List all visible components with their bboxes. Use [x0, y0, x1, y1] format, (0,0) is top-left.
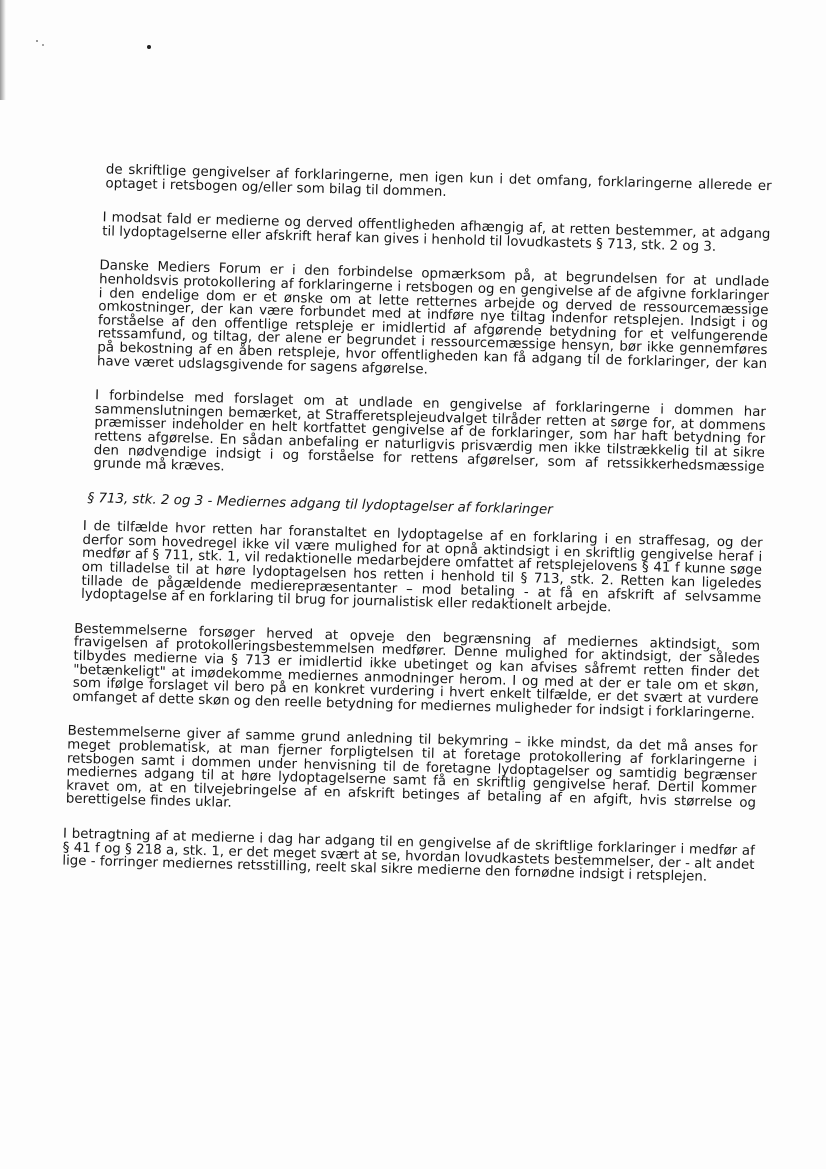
scan-edge-shadow	[0, 0, 6, 100]
paragraph: I betragtning af at medierne i dag har adgang til en gengivelse af de skriftlige forklaringer i medfør af § 41 f og § 218 a, stk. 1, er det meget svært at se, hvordan lovudkastets bestemmelser, der - alt andet lige - forringer mediernes retsstilling, reelt skal sikre medierne den fornødne indsigt i retsplejen.	[62, 826, 755, 885]
section-heading: § 713, stk. 2 og 3 - Mediernes adgang til lydoptagelser af forklaringer	[87, 490, 553, 518]
paragraph: de skriftlige gengivelser af forklaringerne, men igen kun i det omfang, forklaringerne allerede er optaget i retsbogen og/eller som bilag til dommen.	[105, 162, 772, 200]
paragraph: I de tilfælde hvor retten har foranstaltet en lydoptagelse af en forklaring i en straffesag, og der derfor som hovedregel ikke vil være mulighed for at opnå aktindsigt i en skriftlig gengivelse heraf i medfør af § 711, stk. 1, vil redaktionelle medarbejdere omfattet af retsplejelovens § 41 f kunne søge om tilladelse til at høre lydoptagelsen hos retten i henhold til § 713, stk. 2. Retten kan ligeledes tillade de pågældende medierepræsentanter – mod betaling - at få en afskrift af selvsamme lydoptagelse af en forklaring til brug for journalistisk eller redaktionelt arbejde.	[80, 519, 763, 616]
paragraph: Bestemmelserne forsøger herved at opveje den begrænsning af mediernes aktindsigt, som fravigelsen af protokolleringsbestemmelsen medfører. Denne mulighed for aktindsigt, der således tilbydes medierne via § 713 er imidlertid ikke ubetinget og kan afvises såfremt retten finder det "betænkeligt" at imødekomme mediernes anmodninger herom. I og med at der er tale om et skøn, som ifølge forslaget vil bero på en konkret vurdering i hvert enkelt tilfælde, er det svært at vurdere omfanget af dette skøn og den reelle betydning for mediernes muligheder for indsigt i forklaringerne.	[72, 621, 761, 722]
scan-speck	[42, 44, 44, 46]
scan-speck	[147, 45, 151, 49]
document-body	[62, 162, 772, 907]
paragraph: Bestemmelserne giver af samme grund anledning til bekymring – ikke mindst, da det må anses for meget problematisk, at man fjerner forpligtelsen til at foretage protokollering af forklaringerne i retsbogen samt i dommen under henvisning til de foretagne lydoptagelser og samtidig begrænser mediernes adgang til at høre lydoptagelserne samt få en skriftlig gengivelse heraf. Dertil kommer kravet om, at en tilvejebringelse af en afskrift betinges af betaling af en afgift, hvis størrelse og berettigelse findes uklar.	[65, 723, 758, 812]
paragraph: I modsat fald er medierne og derved offentligheden afhængig af, at retten bestemmer, at adgang til lydoptagelserne eller afskrift heraf kan gives i henhold til lovudkastets § 713, stk. 2 og 3.	[102, 210, 771, 255]
paragraph: I forbindelse med forslaget om at undlade en gengivelse af forklaringerne i dommen har sammenslutningen bemærket, at Strafferetsplejeudvalget tilråder retten at sørge for, at dommens præmisser indeholder en helt kortfattet gengivelse af de forklaringer, som har haft betydning for rettens afgørelse. En sådan anbefaling er naturligvis prisværdig men ikke tilstrækkelig til at sikre den nødvendige indsigt i og forståelse for rettens afgørelser, som af retssikkerhedsmæssige grunde må kræves.	[93, 388, 767, 475]
scan-speck	[36, 40, 38, 42]
paragraph: Danske Mediers Forum er i den forbindelse opmærksom på, at begrundelsen for at undlade henholdsvis protokollering af forklaringerne i retsbogen og en gengivelse af de afgivne forklaringer i den endelige dom er et ønske om at lette retternes arbejde og derved de ressourcemæssige omkostninger, der kan være forbundet med at indføre nye tiltag indenfor retsplejen. Indsigt i og forståelse af den offentlige retspleje er imidlertid af afgørende betydning for et velfungerende retssamfund, og tiltag, der alene er begrundet i ressourcemæssige hensyn, bør ikke gennemføres på bekostning af en åben retspleje, hvor offentligheden kan få adgang til de forklaringer, der kan have været udslagsgivende for sagens afgørelse.	[96, 258, 770, 378]
